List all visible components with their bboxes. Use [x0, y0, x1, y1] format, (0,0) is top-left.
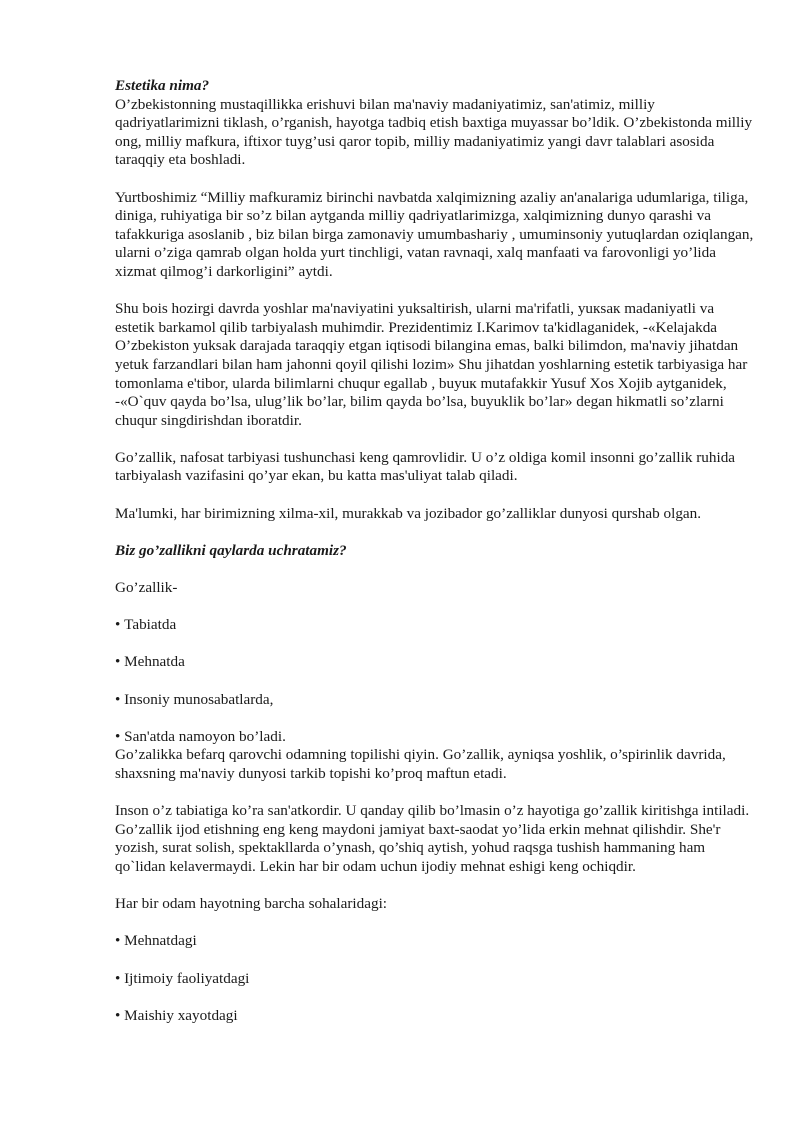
paragraph-gap: [115, 523, 755, 542]
heading-qaylarda: Biz go’zallikni qaylarda uchratamiz?: [115, 541, 347, 559]
paragraph-gap: [115, 877, 755, 896]
list-item-sanatda: • San'atda namoyon bo’ladi.: [115, 728, 755, 747]
paragraph-gap: [115, 951, 755, 970]
list-item-maishiy: • Maishiy xayotdagi: [115, 1007, 755, 1026]
paragraph-befarq: Go’zalikka befarq qarovchi odamning topilishi qiyin. Go’zallik, ayniqsa yoshlik, o’spirinlik davrida, shaxsning ma'naviy dunyosi tarkib topishi ko’proq maftun etadi.: [115, 746, 726, 782]
paragraph-gap: [115, 598, 755, 617]
paragraph-dunyo: Ma'lumki, har birimizning xilma-xil, murakkab va jozibador go’zalliklar dunyosi qurshab olgan.: [115, 504, 702, 522]
paragraph-yoshlar: Shu bois hozirgi davrda yoshlar ma'naviyatini yuksaltirish, ularni ma'rifatli, yuкsaк madaniyatli va estetik barkamol qilib tarbiyalash muhimdir. Prezidentimiz I.Karimov ta'kidlaganidek, -«Kelajakda O’zbekiston yuksak darajada taraqqiy etgan iqtisodi bilangina emas, balki bilimdon, ma'naviy jihatdan yetuk farzandlari bilan ham jahonni qoyil qilishi lozim» Shu jihatdan yoshlarning estetik tarbiyasiga har tomonlama e'tibor, ularda bilimlarni chuqur egallab , buyuк mutafakkir Yusuf Xos Xojib aytganidek, -«O`quv qayda bo’lsa, ulug’lik bo’lar, bilim qayda bo’lsa, buyuklik bo’lar» degan hikmatli so’zlarni chuqur singdirishdan iboratdir.: [115, 300, 748, 429]
paragraph-mafkura: Yurtboshimiz “Milliy mafkuramiz birinchi navbatda xalqimizning azaliy an'analariga udumlariga, tiliga, diniga, ruhiyatiga bir so’z bilan aytganda milliy qadriyatlarimizga, xalqimizning dunyo qarashi va tafakkuriga asoslanib , biz bilan birga zamonaviy umumbashariy , umuminsoniy yutuqlardan oziqlangan, ularni o’ziga qamrab olgan holda yurt tinchligi, vatan ravnaqi, xalq manfaati va farovonligi yo’lida xizmat qilmog’i darkorligini” aytdi.: [115, 188, 754, 280]
list-item-ijtimoiy: • Ijtimoiy faoliyatdagi: [115, 970, 755, 989]
paragraph-intro: O’zbekistonning mustaqillikka erishuvi bilan ma'naviy madaniyatimiz, san'atimiz, milliy qadriyatlarimizni tiklash, o’rganish, hayotga tadbiq etish baxtiga muyassar bo’ldik. O’zbekistonda milliy ong, milliy mafkura, iftixor tuyg’usi qaror topib, milliy madaniyatimiz yangi davr talablari asosida taraqqiy eta boshladi.: [115, 95, 753, 169]
paragraph-sanatkor: Inson o’z tabiatiga ko’ra san'atkordir. U qanday qilib bo’lmasin o’z hayotiga go’zallik kiritishga intiladi. Go’zallik ijod etishning eng keng maydoni jamiyat baxt-saodat yo’lida erkin mehnat qilishdir. She'r yozish, surat solish, spektakllarda o’ynash, qo’shiq aytish, yohud raqsga tushish hammaning ham qo`lidan kelavermaydi. Lekin har bir odam uchun ijodiy mehnat eshigi keng ochiqdir.: [115, 802, 750, 875]
paragraph-gap: [115, 988, 755, 1007]
paragraph-gap: [115, 486, 755, 505]
paragraph-gap: [115, 282, 755, 301]
list-item-mehnatda: • Mehnatda: [115, 653, 755, 672]
paragraph-sohalar: Har bir odam hayotning barcha sohalaridagi:: [115, 895, 388, 913]
paragraph-gap: [115, 170, 755, 189]
list-item-munosabatlarda: • Insoniy munosabatlarda,: [115, 691, 755, 710]
document-page: [115, 77, 755, 1025]
paragraph-gap: [115, 430, 755, 449]
list-item-tabiatda: • Tabiatda: [115, 616, 755, 635]
paragraph-gap: [115, 635, 755, 654]
paragraph-nafosat: Go’zallik, nafosat tarbiyasi tushunchasi keng qamrovlidir. U o’z oldiga komil insonni go’zallik ruhida tarbiyalash vazifasini qo’yar ekan, bu katta mas'uliyat talab qiladi.: [115, 448, 736, 485]
paragraph-gap: [115, 914, 755, 933]
heading-estetika: Estetika nima?: [115, 77, 210, 94]
paragraph-gap: [115, 560, 755, 579]
paragraph-gap: [115, 784, 755, 803]
paragraph-gozallik: Go’zallik-: [115, 579, 178, 597]
paragraph-gap: [115, 672, 755, 691]
list-item-mehnatdagi: • Mehnatdagi: [115, 932, 755, 951]
paragraph-gap: [115, 709, 755, 728]
